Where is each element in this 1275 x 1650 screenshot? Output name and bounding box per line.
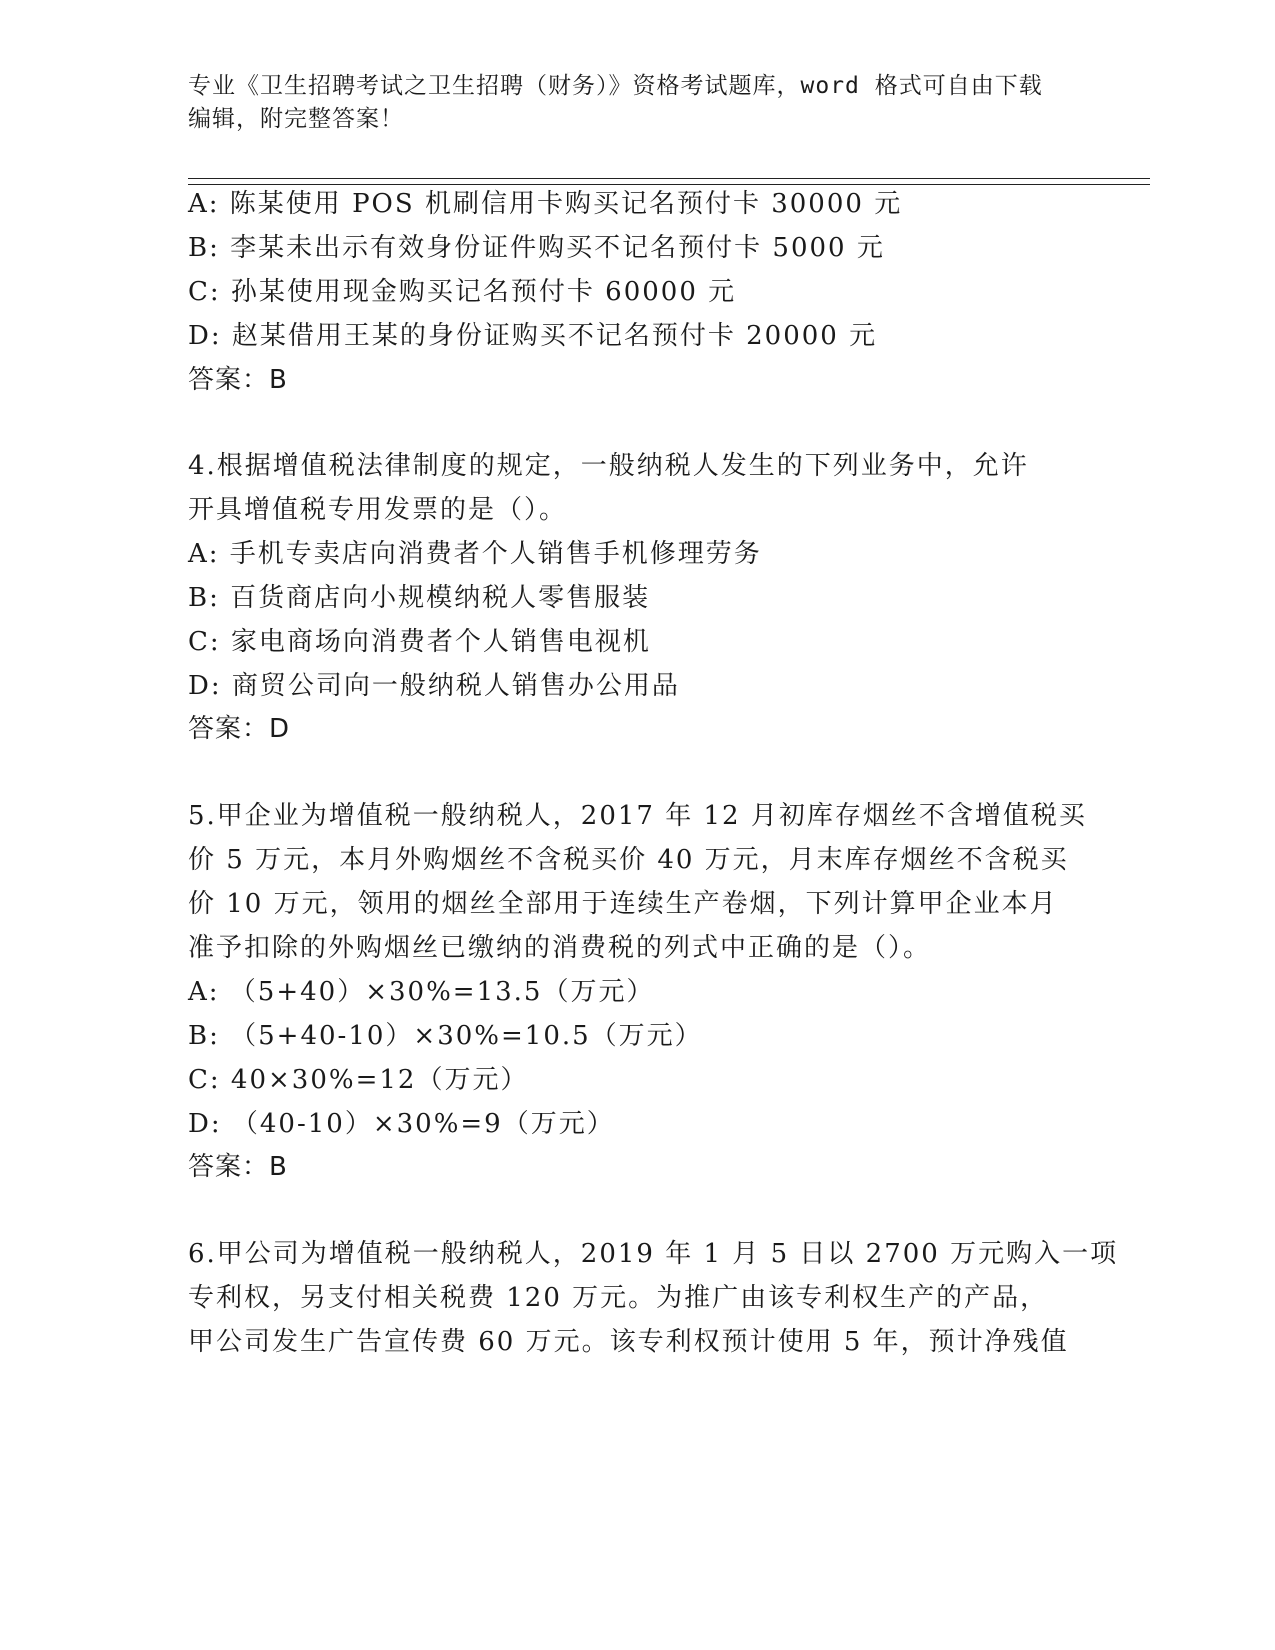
q5-stem-line-4: 准予扣除的外购烟丝已缴纳的消费税的列式中正确的是（）。 [188, 933, 932, 963]
q5-option-c: C: 40×30%=12（万元） [188, 1065, 529, 1095]
q3-option-b: B: 李某未出示有效身份证件购买不记名预付卡 5000 元 [188, 233, 885, 263]
q3-option-a: A: 陈某使用 POS 机刷信用卡购买记名预付卡 30000 元 [188, 189, 903, 219]
q6-stem-line-1: 6.甲公司为增值税一般纳税人，2019 年 1 月 5 日以 2700 万元购入一项 [188, 1239, 1119, 1269]
q3-option-c: C: 孙某使用现金购买记名预付卡 60000 元 [188, 277, 737, 307]
q3-option-d: D: 赵某借用王某的身份证购买不记名预付卡 20000 元 [188, 321, 878, 351]
q3-answer: 答案：B [188, 365, 288, 395]
q5-option-a: A: （5+40）×30%=13.5（万元） [188, 977, 655, 1007]
q5-option-d: D: （40-10）×30%=9（万元） [188, 1109, 615, 1139]
q4-option-c: C: 家电商场向消费者个人销售电视机 [188, 627, 651, 657]
header-rule-top [188, 178, 1150, 179]
q5-stem-line-1: 5.甲企业为增值税一般纳税人，2017 年 12 月初库存烟丝不含增值税买 [188, 801, 1087, 831]
q5-answer: 答案：B [188, 1152, 288, 1182]
q6-stem-line-3: 甲公司发生广告宣传费 60 万元。该专利权预计使用 5 年，预计净残值 [188, 1327, 1069, 1357]
q4-stem-line-1: 4.根据增值税法律制度的规定，一般纳税人发生的下列业务中，允许 [188, 451, 1029, 481]
q4-option-d: D: 商贸公司向一般纳税人销售办公用品 [188, 671, 680, 701]
q4-answer: 答案：D [188, 714, 291, 744]
header-rule-bottom [188, 184, 1150, 185]
q5-option-b: B: （5+40-10）×30%=10.5（万元） [188, 1021, 703, 1051]
q6-stem-line-2: 专利权，另支付相关税费 120 万元。为推广由该专利权生产的产品， [188, 1283, 1049, 1313]
q4-stem-line-2: 开具增值税专用发票的是（）。 [188, 495, 568, 525]
header-line-2: 编辑，附完整答案！ [188, 106, 404, 132]
q5-stem-line-3: 价 10 万元，领用的烟丝全部用于连续生产卷烟，下列计算甲企业本月 [188, 889, 1058, 919]
header-line-1: 专业《卫生招聘考试之卫生招聘（财务）》资格考试题库，word 格式可自由下载 [188, 73, 1043, 99]
q4-option-a: A: 手机专卖店向消费者个人销售手机修理劳务 [188, 539, 762, 569]
document-header [188, 70, 1088, 136]
q4-option-b: B: 百货商店向小规模纳税人零售服装 [188, 583, 651, 613]
q5-stem-line-2: 价 5 万元，本月外购烟丝不含税买价 40 万元，月末库存烟丝不含税买 [188, 845, 1069, 875]
